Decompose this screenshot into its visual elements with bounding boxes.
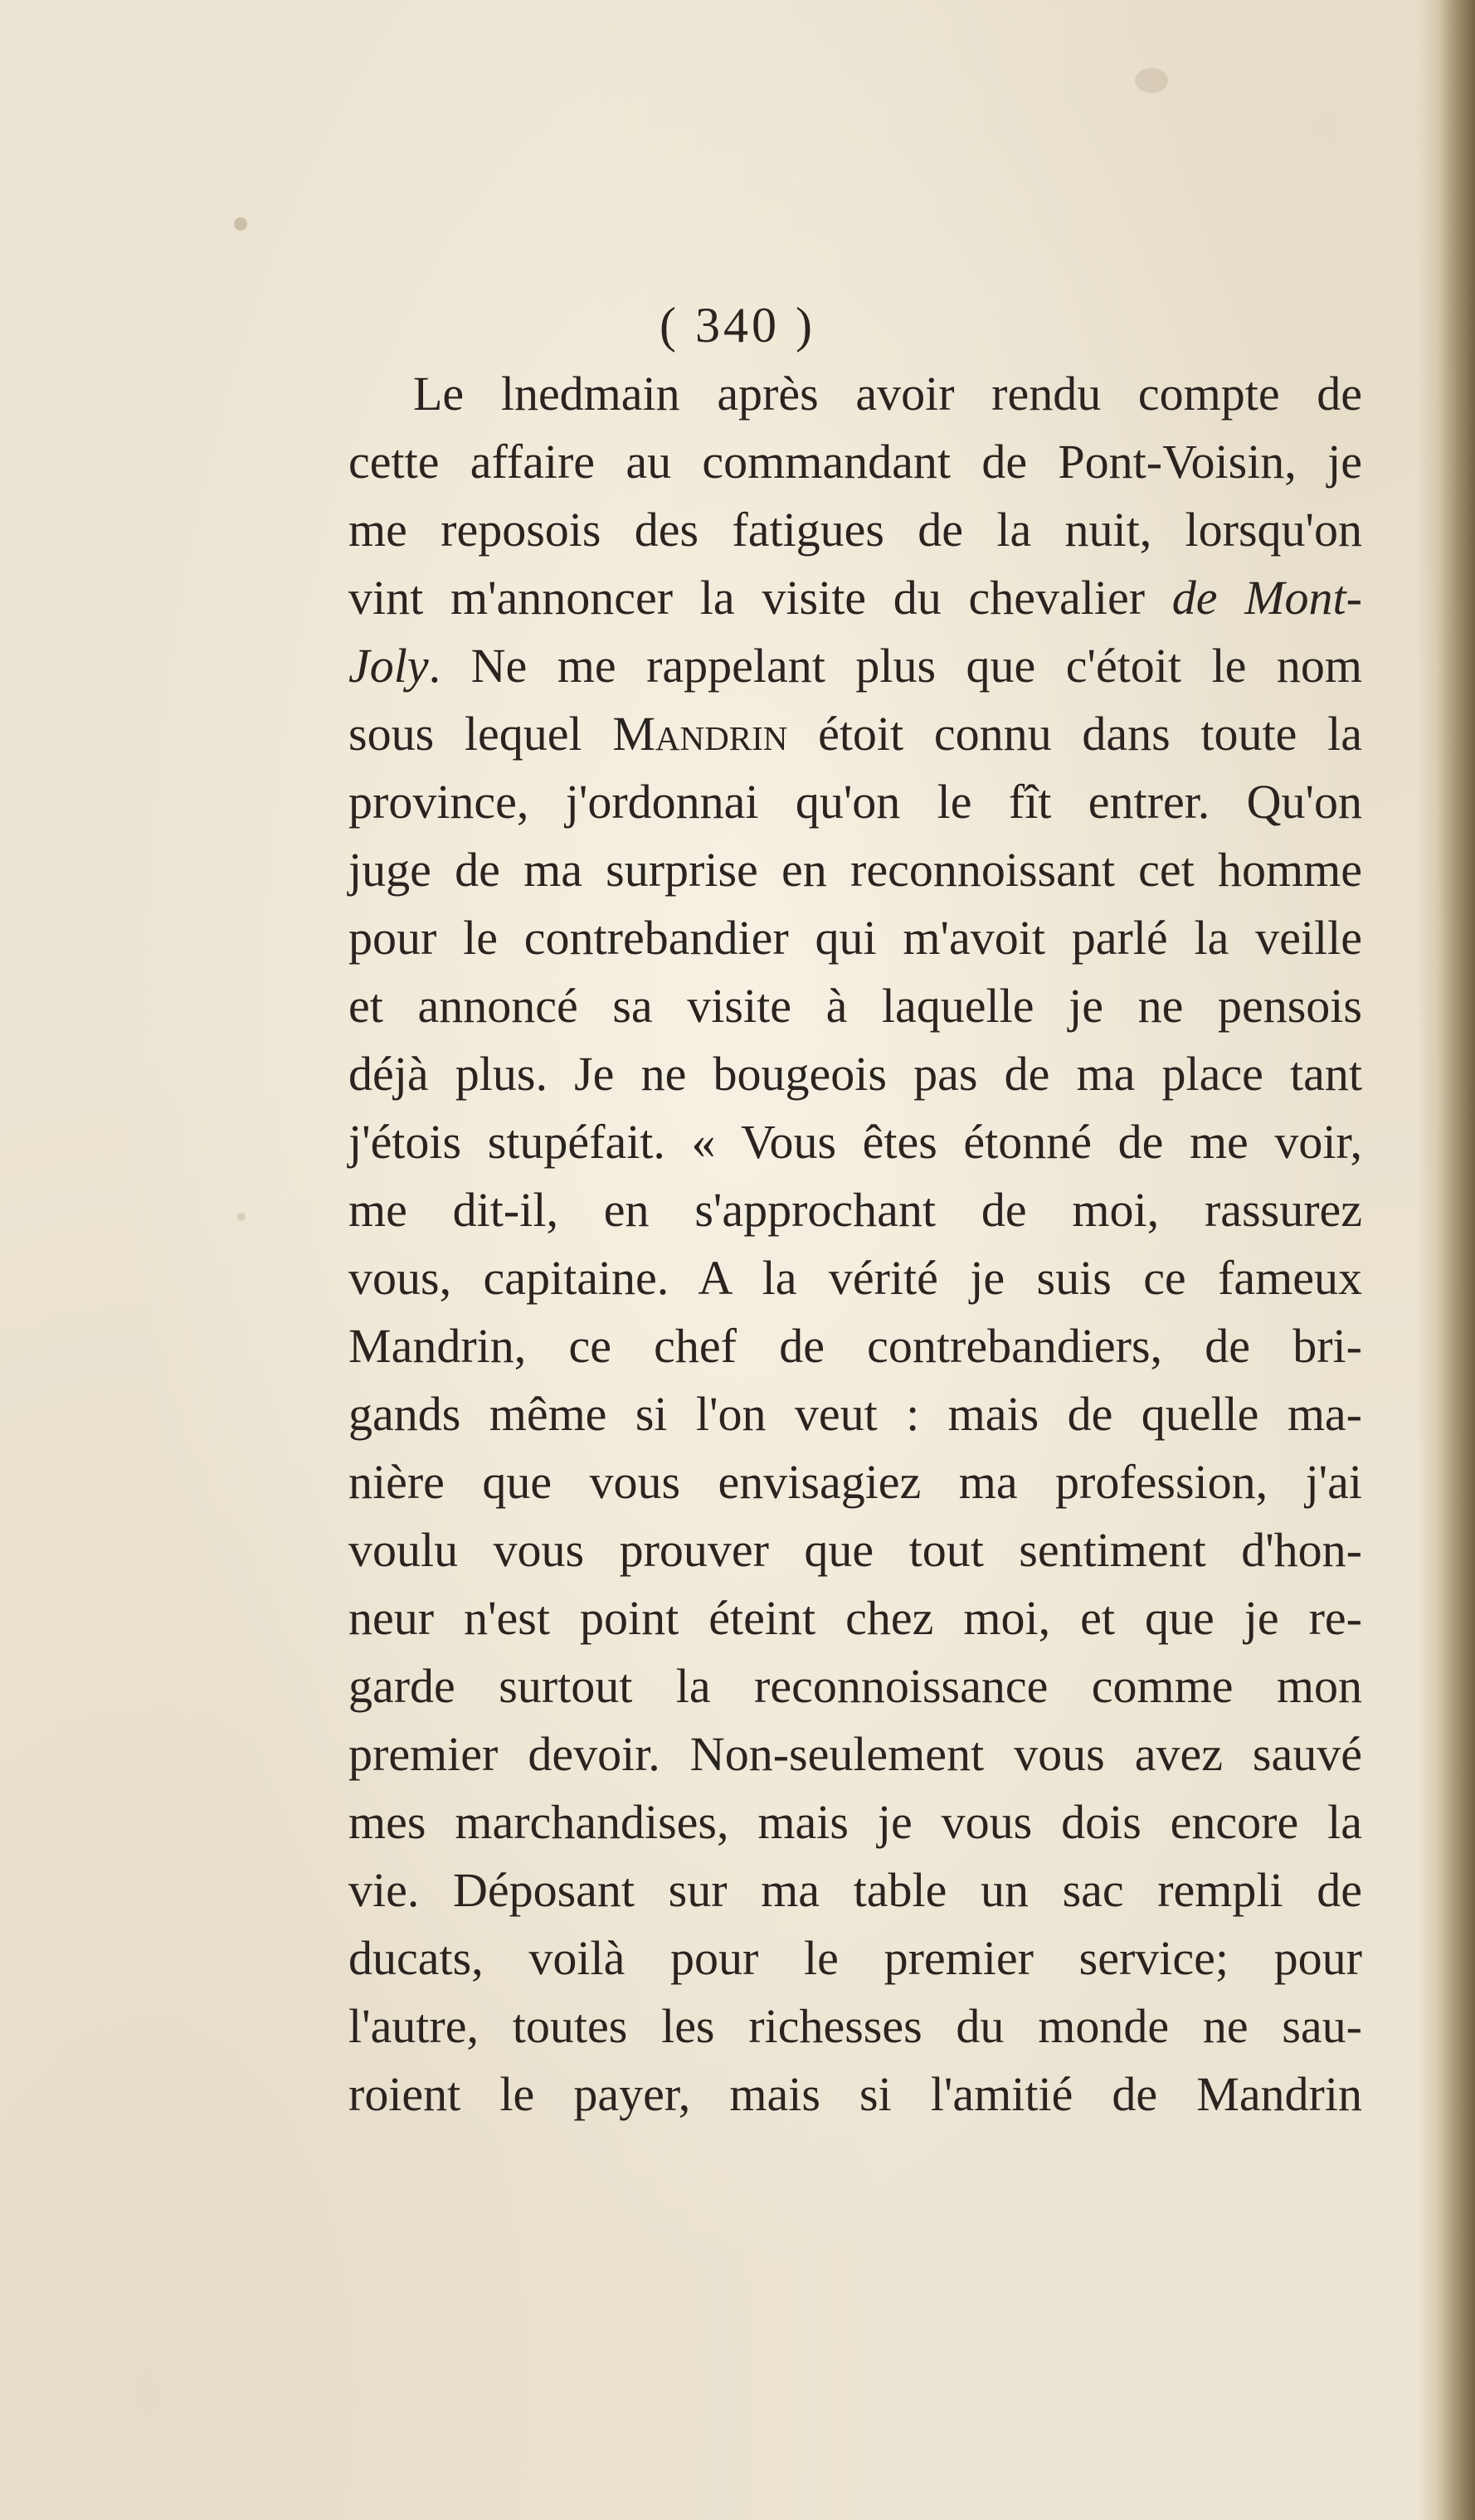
binding-edge	[1417, 0, 1475, 2520]
text-line: ducats, voilà pour le premier service; pour	[348, 1931, 1362, 1985]
ink-spot	[1135, 68, 1168, 93]
text-line: garde surtout la reconnoissance comme mon	[348, 1659, 1362, 1713]
text-line: sous lequel Mandrin étoit connu dans toute la	[348, 707, 1362, 761]
text-line: province, j'ordonnai qu'on le fît entrer. Qu'on	[348, 775, 1362, 829]
text-line: Joly. Ne me rappelant plus que c'étoit le nom	[348, 639, 1362, 693]
text-line: cette affaire au commandant de Pont-Voisin, je	[348, 435, 1362, 489]
text-line: vous, capitaine. A la vérité je suis ce fameux	[348, 1251, 1362, 1305]
text-line: vie. Déposant sur ma table un sac rempli de	[348, 1863, 1362, 1917]
text-line: neur n'est point éteint chez moi, et que je re-	[348, 1591, 1362, 1645]
text-line: roient le payer, mais si l'amitié de Mandrin	[348, 2067, 1362, 2121]
text-line: vint m'annoncer la visite du chevalier de Mont-	[348, 571, 1362, 625]
text-line: me reposois des fatigues de la nuit, lorsqu'on	[348, 503, 1362, 557]
ink-spot	[234, 217, 247, 231]
text-line: j'étois stupéfait. « Vous êtes étonné de me voir,	[348, 1115, 1362, 1169]
text-line: juge de ma surprise en reconnoissant cet homme	[348, 843, 1362, 897]
text-line: l'autre, toutes les richesses du monde ne sau-	[348, 1999, 1362, 2053]
text-line: premier devoir. Non-seulement vous avez sauvé	[348, 1727, 1362, 1781]
text-line: gands même si l'on veut : mais de quelle ma-	[348, 1387, 1362, 1441]
page-number: ( 340 )	[660, 298, 815, 353]
text-line: mes marchandises, mais je vous dois encore la	[348, 1795, 1362, 1849]
text-line: Le lnedmain après avoir rendu compte de	[413, 367, 1362, 421]
text-line: voulu vous prouver que tout sentiment d'hon-	[348, 1523, 1362, 1577]
ink-spot	[237, 1213, 246, 1221]
text-line: me dit-il, en s'approchant de moi, rassurez	[348, 1183, 1362, 1237]
text-line: nière que vous envisagiez ma profession, j'ai	[348, 1455, 1362, 1509]
text-line: pour le contrebandier qui m'avoit parlé la veille	[348, 911, 1362, 965]
text-line: et annoncé sa visite à laquelle je ne pensois	[348, 979, 1362, 1033]
text-line: déjà plus. Je ne bougeois pas de ma place tant	[348, 1047, 1362, 1101]
text-line: Mandrin, ce chef de contrebandiers, de bri-	[348, 1319, 1362, 1373]
